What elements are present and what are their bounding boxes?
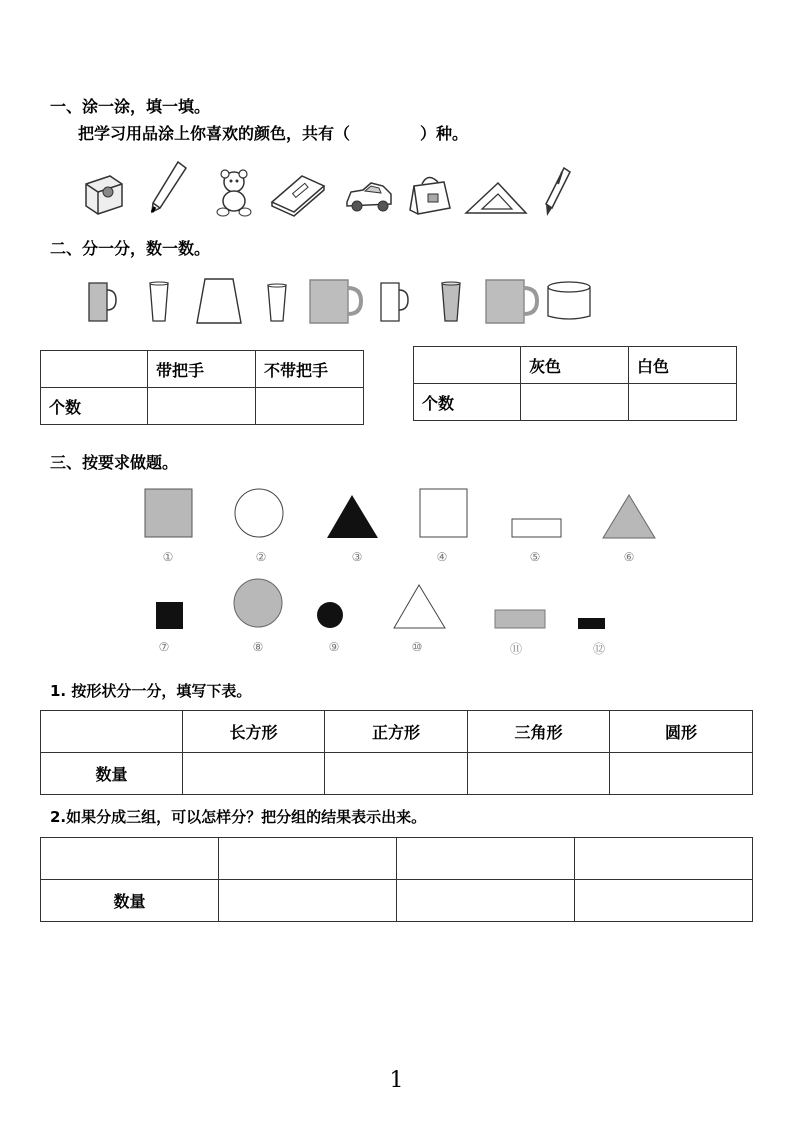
answer-cell[interactable]: [183, 753, 325, 795]
black-circle-shape[interactable]: [316, 601, 346, 631]
table-corner-cell: [41, 838, 219, 880]
white-lampshade-icon[interactable]: [194, 276, 244, 326]
answer-cell[interactable]: [521, 384, 629, 421]
school-bag-icon[interactable]: [406, 172, 456, 218]
gray-cup-icon[interactable]: [440, 280, 464, 324]
answer-cell[interactable]: [148, 388, 256, 425]
black-rectangle-shape[interactable]: [578, 618, 606, 630]
header-gray: 灰色: [521, 347, 629, 384]
row-label-count: 个数: [41, 388, 148, 425]
group-header-cell[interactable]: [397, 838, 575, 880]
white-bowl-icon[interactable]: [546, 280, 592, 322]
shape-number-8: ⑧: [252, 640, 264, 654]
toy-car-icon[interactable]: [343, 180, 395, 214]
answer-cell[interactable]: [397, 880, 575, 922]
shape-number-3: ③: [351, 550, 363, 564]
row-label-quantity: 数量: [41, 880, 219, 922]
white-mug-icon[interactable]: [378, 280, 410, 324]
white-square-shape[interactable]: [419, 488, 469, 540]
header-with-handle: 带把手: [148, 351, 256, 388]
shape-number-1: ①: [162, 550, 174, 564]
page-number: 1: [389, 1068, 404, 1093]
answer-cell[interactable]: [610, 753, 753, 795]
gray-big-mug-icon[interactable]: [484, 276, 540, 326]
gray-big-mug-icon[interactable]: [308, 276, 364, 326]
answer-cell[interactable]: [219, 880, 397, 922]
answer-cell[interactable]: [575, 880, 753, 922]
shape-number-4: ④: [436, 550, 448, 564]
answer-cell[interactable]: [256, 388, 364, 425]
answer-cell[interactable]: [468, 753, 610, 795]
gray-mug-icon[interactable]: [86, 280, 118, 324]
table-corner-cell: [414, 347, 521, 384]
shape-number-6: ⑥: [623, 550, 635, 564]
white-cup-icon[interactable]: [148, 280, 172, 324]
white-cup-icon[interactable]: [266, 282, 290, 324]
grouping-table: [40, 837, 753, 922]
color-count-table: [413, 346, 737, 421]
question2-text: 2.如果分成三组，可以怎样分？把分组的结果表示出来。: [50, 808, 427, 826]
gray-circle-shape[interactable]: [233, 578, 285, 630]
header-without-handle: 不带把手: [256, 351, 364, 388]
gray-rectangle-shape[interactable]: [495, 610, 547, 630]
teddy-bear-icon[interactable]: [212, 168, 257, 218]
shape-number-10: ⑩: [411, 640, 423, 654]
set-square-icon[interactable]: [464, 180, 528, 216]
black-square-shape[interactable]: [156, 602, 184, 630]
instruction-before: 把学习用品涂上你喜欢的颜色，共有（: [78, 124, 351, 143]
section2-heading: 二、分一分，数一数。: [50, 239, 211, 258]
shape-number-5: ⑤: [529, 550, 541, 564]
shape-number-11: ⑪: [509, 642, 522, 656]
answer-cell[interactable]: [325, 753, 468, 795]
row-label-count: 个数: [414, 384, 521, 421]
header-circle: 圆形: [610, 711, 753, 753]
section1-instruction: [78, 121, 468, 144]
white-triangle-shape[interactable]: [393, 584, 447, 630]
section1-heading: 一、涂一涂，填一填。: [50, 97, 211, 116]
header-triangle: 三角形: [468, 711, 610, 753]
table-corner-cell: [41, 351, 148, 388]
gray-square-shape[interactable]: [144, 488, 194, 540]
pencil-icon[interactable]: [148, 160, 188, 215]
book-icon[interactable]: [270, 172, 326, 217]
header-square: 正方形: [325, 711, 468, 753]
black-triangle-shape[interactable]: [326, 494, 380, 540]
shape-number-9: ⑨: [328, 640, 340, 654]
shape-number-7: ⑦: [158, 640, 170, 654]
group-header-cell[interactable]: [575, 838, 753, 880]
handle-count-table: [40, 350, 364, 425]
white-circle-shape[interactable]: [234, 488, 286, 540]
instruction-after: ）种。: [420, 124, 469, 143]
answer-cell[interactable]: [629, 384, 737, 421]
shape-number-2: ②: [255, 550, 267, 564]
sharpener-icon[interactable]: [80, 168, 130, 218]
shape-number-12: ⑫: [592, 642, 605, 656]
group-header-cell[interactable]: [219, 838, 397, 880]
table-corner-cell: [41, 711, 183, 753]
white-rectangle-shape[interactable]: [511, 518, 563, 540]
shape-count-table: [40, 710, 753, 795]
pen-icon[interactable]: [542, 166, 572, 218]
gray-triangle-shape[interactable]: [602, 494, 656, 540]
section3-heading: 三、按要求做题。: [50, 453, 179, 472]
header-rectangle: 长方形: [183, 711, 325, 753]
header-white: 白色: [629, 347, 737, 384]
question1-text: 1. 按形状分一分，填写下表。: [50, 682, 252, 700]
row-label-quantity: 数量: [41, 753, 183, 795]
